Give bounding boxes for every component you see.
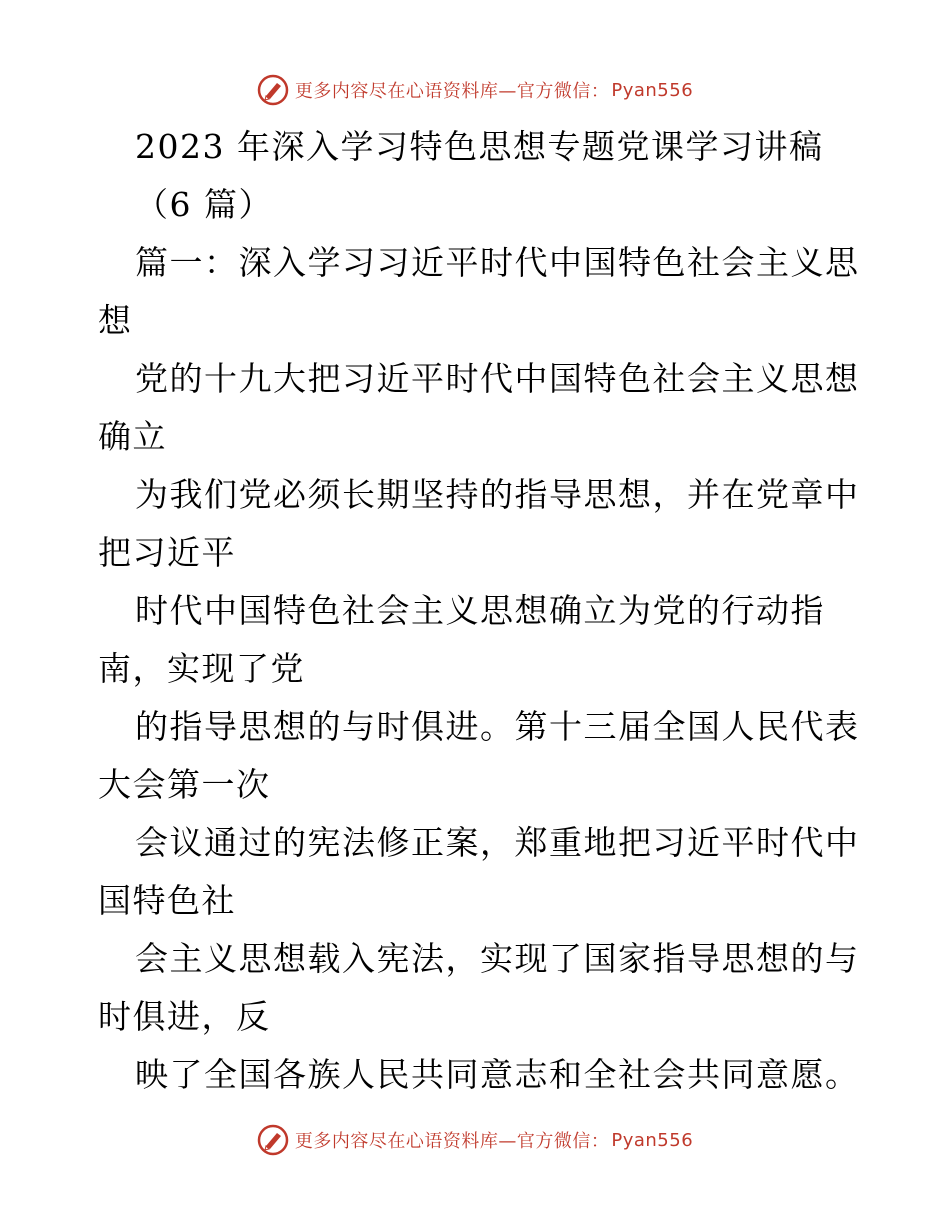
watermark-wechat-id: Pyan556 xyxy=(611,79,694,101)
paragraph-line: 国特色社 xyxy=(98,881,236,920)
paragraph-line: 会议通过的宪法修正案，郑重地把习近平时代中 xyxy=(135,823,860,862)
paragraph-line: 时俱进，反 xyxy=(98,997,271,1036)
pen-logo-icon xyxy=(257,1124,289,1156)
paragraph-line: 会主义思想载入宪法，实现了国家指导思想的与 xyxy=(135,939,860,978)
pen-logo-icon xyxy=(257,74,289,106)
paragraph-line: 映了全国各族人民共同意志和全社会共同意愿。 xyxy=(135,1055,860,1094)
paragraph-line: 南，实现了党 xyxy=(98,649,305,688)
section-heading-wrap: 想 xyxy=(98,301,133,340)
watermark-wechat-id: Pyan556 xyxy=(611,1129,694,1151)
watermark-footer xyxy=(0,1120,950,1160)
paragraph-line: 时代中国特色社会主义思想确立为党的行动指 xyxy=(135,591,825,630)
paragraph-line: 把习近平 xyxy=(98,533,236,572)
paragraph-line: 大会第一次 xyxy=(98,765,271,804)
paragraph-line: 为我们党必须长期坚持的指导思想，并在党章中 xyxy=(135,475,860,514)
watermark-text: 更多内容尽在心语资料库—官方微信： xyxy=(294,81,610,102)
watermark-header xyxy=(0,70,950,110)
document-body xyxy=(98,118,858,1104)
paragraph-line: 的指导思想的与时俱进。第十三届全国人民代表 xyxy=(135,707,860,746)
section-heading: 篇一：深入学习习近平时代中国特色社会主义思 xyxy=(135,243,860,282)
watermark-text: 更多内容尽在心语资料库—官方微信： xyxy=(294,1131,610,1152)
paragraph-line: 党的十九大把习近平时代中国特色社会主义思想 xyxy=(135,359,860,398)
paragraph-line: 确立 xyxy=(98,417,167,456)
document-title: 2023 年深入学习特色思想专题党课学习讲稿 xyxy=(135,127,824,166)
document-title-count: （6 篇） xyxy=(135,185,273,224)
